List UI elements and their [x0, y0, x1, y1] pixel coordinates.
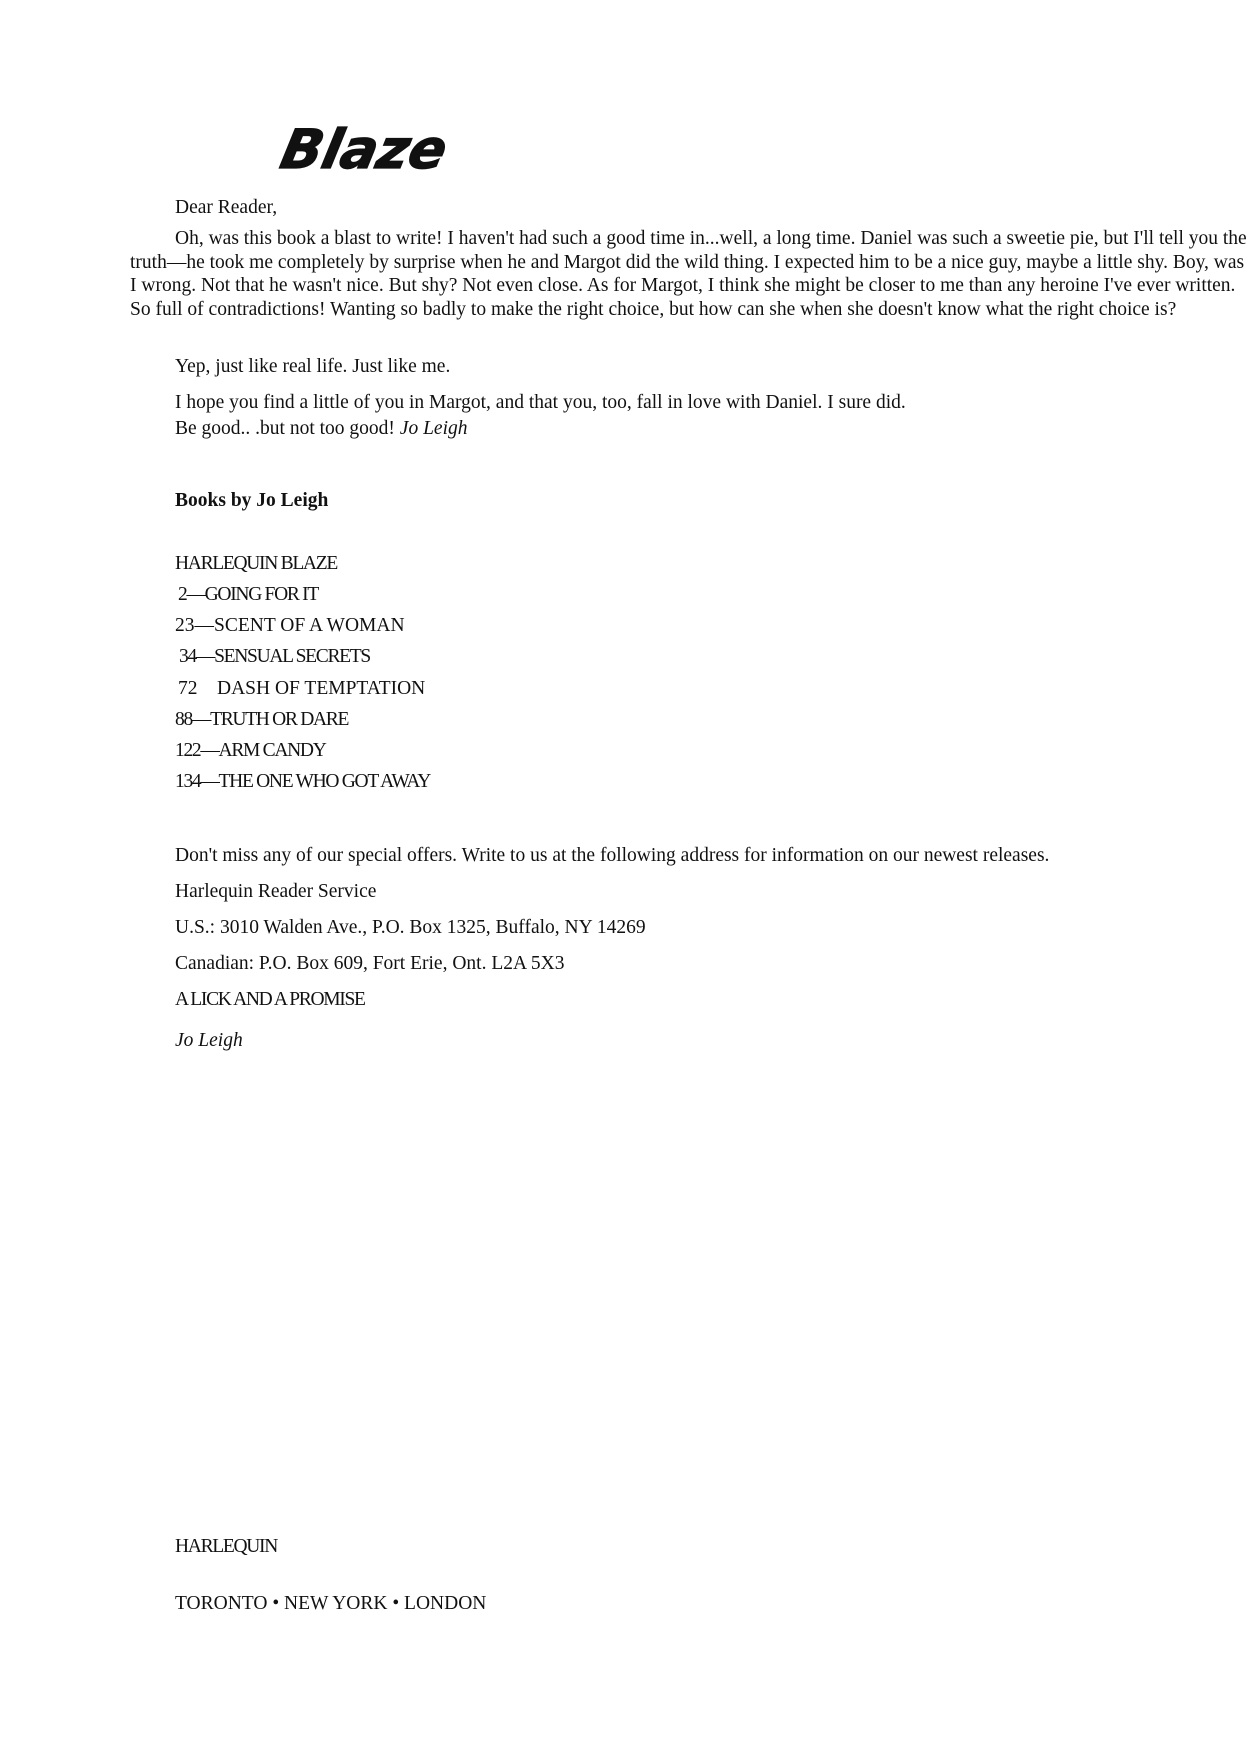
book-title-item: 34—SENSUAL SECRETS [179, 646, 370, 667]
salutation: Dear Reader, [175, 197, 278, 218]
blaze-logo [275, 112, 453, 184]
letter-paragraph-1: Oh, was this book a blast to write! I haven't had such a good time in...well, a long time. Daniel was such a sweetie pie, but I'll tell you the truth—he took me completely by surprise when he and Margot did the wild thing. I expected him to be a nice guy, maybe a little shy. Boy, was I wrong. Not that he wasn't nice. But shy? Not even close. As for Margot, I think she might be closer to me than any heroine I've ever written. So full of contradictions! Wanting so badly to make the right choice, but how can she when she doesn't know what the right choice is? [130, 228, 1247, 320]
blaze-logo-text: Blaze [275, 117, 453, 181]
book-title-item: 23—SCENT OF A WOMAN [175, 615, 405, 636]
publisher-name: HARLEQUIN [175, 1536, 278, 1557]
letter-closing [175, 417, 468, 440]
book-title-item: 88—TRUTH OR DARE [175, 709, 349, 730]
book-title: A LICK AND A PROMISE [175, 989, 365, 1010]
letter-paragraph-3: I hope you find a little of you in Margot, and that you, too, fall in love with Daniel. I sure did. [175, 392, 906, 413]
book-title-item: 2—GOING FOR IT [178, 584, 318, 605]
closing-text: Be good.. .but not too good! [175, 418, 395, 439]
offers-text: Don't miss any of our special offers. Write to us at the following address for information on our newest releases. [175, 845, 1050, 866]
series-name: HARLEQUIN BLAZE [175, 553, 337, 574]
book-title-item: 122—ARM CANDY [175, 740, 326, 761]
letter-paragraph-2: Yep, just like real life. Just like me. [175, 356, 451, 377]
us-address: U.S.: 3010 Walden Ave., P.O. Box 1325, Buffalo, NY 14269 [175, 917, 646, 938]
reader-service: Harlequin Reader Service [175, 881, 377, 902]
publisher-cities: TORONTO • NEW YORK • LONDON [175, 1593, 487, 1614]
book-title-item: 134—THE ONE WHO GOT AWAY [175, 771, 431, 792]
books-heading: Books by Jo Leigh [175, 490, 329, 511]
book-author: Jo Leigh [175, 1030, 243, 1051]
signature: Jo Leigh [399, 418, 468, 439]
blaze-logo-icon [275, 112, 453, 184]
canadian-address: Canadian: P.O. Box 609, Fort Erie, Ont. L2A 5X3 [175, 953, 565, 974]
book-title-item: 72 DASH OF TEMPTATION [178, 678, 426, 699]
